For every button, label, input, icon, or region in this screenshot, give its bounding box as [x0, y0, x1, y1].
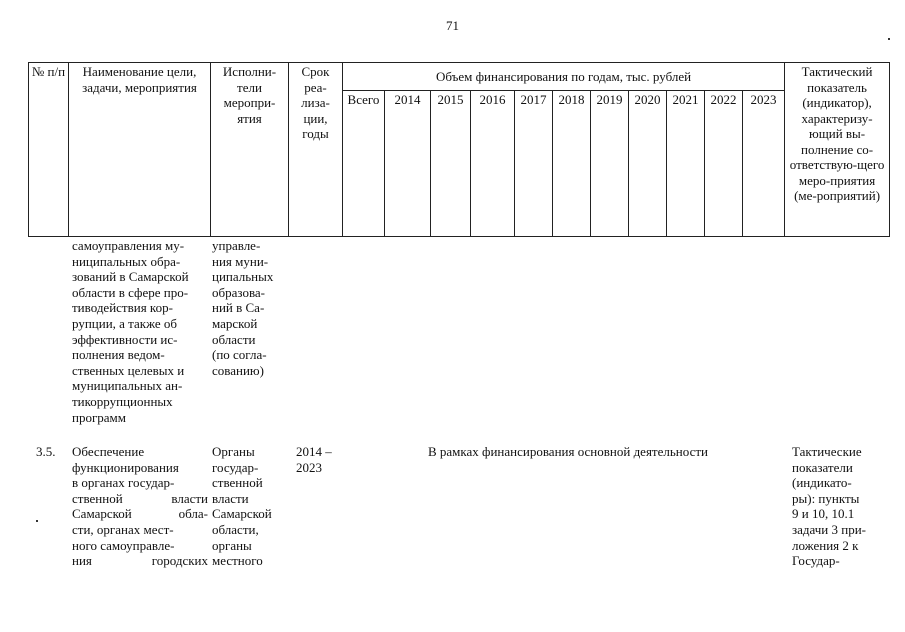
text-line: тикоррупционных: [72, 393, 173, 409]
text-line: задачи 3 при-: [792, 521, 867, 537]
row-term-cell: [296, 444, 342, 475]
word: обла-: [178, 506, 208, 522]
text-line: (по согла-: [212, 347, 267, 363]
header-executors: Исполни-тели меропри-ятия: [211, 63, 289, 237]
text-line: органы: [212, 537, 252, 553]
text-line: функционирования: [72, 459, 179, 475]
header-no: № п/п: [29, 63, 69, 237]
text-line: области,: [212, 521, 259, 537]
header-year: 2023: [743, 91, 785, 237]
scan-speck: [888, 38, 890, 40]
text-line: области: [212, 331, 256, 347]
text-line: в органах государ-: [72, 475, 175, 491]
cont-exec-cell: [212, 238, 288, 378]
text-line: Государ-: [792, 553, 840, 569]
header-financing: Объем финансирования по годам, тыс. рублей: [343, 63, 785, 91]
header-year: 2019: [591, 91, 629, 237]
text-line: показатели: [792, 459, 853, 475]
text-line: сти, органах мест-: [72, 521, 174, 537]
text-line: тиводействия кор-: [72, 300, 173, 316]
row-exec-cell: [212, 444, 288, 569]
word: власти: [171, 490, 208, 506]
text-line: ры): пункты: [792, 490, 860, 506]
cont-name-cell: [72, 238, 208, 425]
text-line: эффективности ис-: [72, 331, 178, 347]
text-line: Тактические: [792, 444, 862, 459]
justified-line: [72, 553, 208, 569]
text-line: ного самоуправле-: [72, 537, 175, 553]
text-line: управле-: [212, 238, 261, 253]
text-line: полнения ведом-: [72, 347, 165, 363]
word: городских: [151, 553, 208, 569]
row-number: 3.5.: [36, 444, 56, 459]
text-line: рупции, а также об: [72, 315, 178, 331]
text-line: Обеспечение: [72, 444, 145, 459]
text-line: области в сфере про-: [72, 284, 189, 300]
header-name: Наименование цели, задачи, мероприятия: [69, 63, 211, 237]
header-year: 2020: [629, 91, 667, 237]
text-line: ниципальных обра-: [72, 253, 181, 269]
justified-line: [72, 506, 208, 522]
header-total: Всего: [343, 91, 385, 237]
text-line: ложения 2 к: [792, 537, 859, 553]
text-line: ципальных: [212, 269, 274, 285]
text-line: Самарской: [212, 506, 272, 522]
text-line: муниципальных ан-: [72, 378, 183, 394]
text-line: зований в Самарской: [72, 269, 189, 285]
text-line: 2014 –: [296, 444, 332, 459]
header-term: Срок реа-лиза-ции, годы: [289, 63, 343, 237]
text-line: ственной: [212, 475, 263, 491]
word: ния: [72, 553, 92, 569]
text-line: Органы: [212, 444, 255, 459]
text-line: местного: [212, 553, 263, 569]
text-line: (индикато-: [792, 475, 852, 491]
text-line: образова-: [212, 284, 266, 300]
text-line: ния муни-: [212, 253, 269, 269]
text-line: марской: [212, 315, 258, 331]
text-line: государ-: [212, 459, 259, 475]
row-indicator-cell: [792, 444, 888, 569]
text-line: 9 и 10, 10.1: [792, 506, 855, 522]
word: ственной: [72, 490, 123, 506]
scan-speck: [36, 520, 38, 522]
header-year: 2016: [471, 91, 515, 237]
page-number: 71: [446, 18, 459, 33]
text-line: власти: [212, 490, 249, 506]
text-line: программ: [72, 409, 127, 425]
text-line: сованию): [212, 362, 264, 378]
header-indicator: Тактический показатель (индикатор), характеризу-ющий вы-полнение со-ответствую-щего меро-приятия (ме-роприятий): [785, 63, 890, 237]
header-year: 2022: [705, 91, 743, 237]
text-line: ственных целевых и: [72, 362, 185, 378]
justified-line: [72, 491, 208, 507]
header-year: 2015: [431, 91, 471, 237]
row-name-cell: [72, 444, 208, 569]
header-year: 2014: [385, 91, 431, 237]
header-year: 2017: [515, 91, 553, 237]
header-year: 2018: [553, 91, 591, 237]
text-line: самоуправления му-: [72, 238, 185, 253]
text-line: 2023: [296, 459, 322, 475]
text-line: ний в Са-: [212, 300, 265, 316]
word: Самарской: [72, 506, 132, 522]
header-year: 2021: [667, 91, 705, 237]
row-financing-cell: В рамках финансирования основной деятельности: [427, 444, 708, 459]
financing-table-header: [28, 62, 890, 237]
